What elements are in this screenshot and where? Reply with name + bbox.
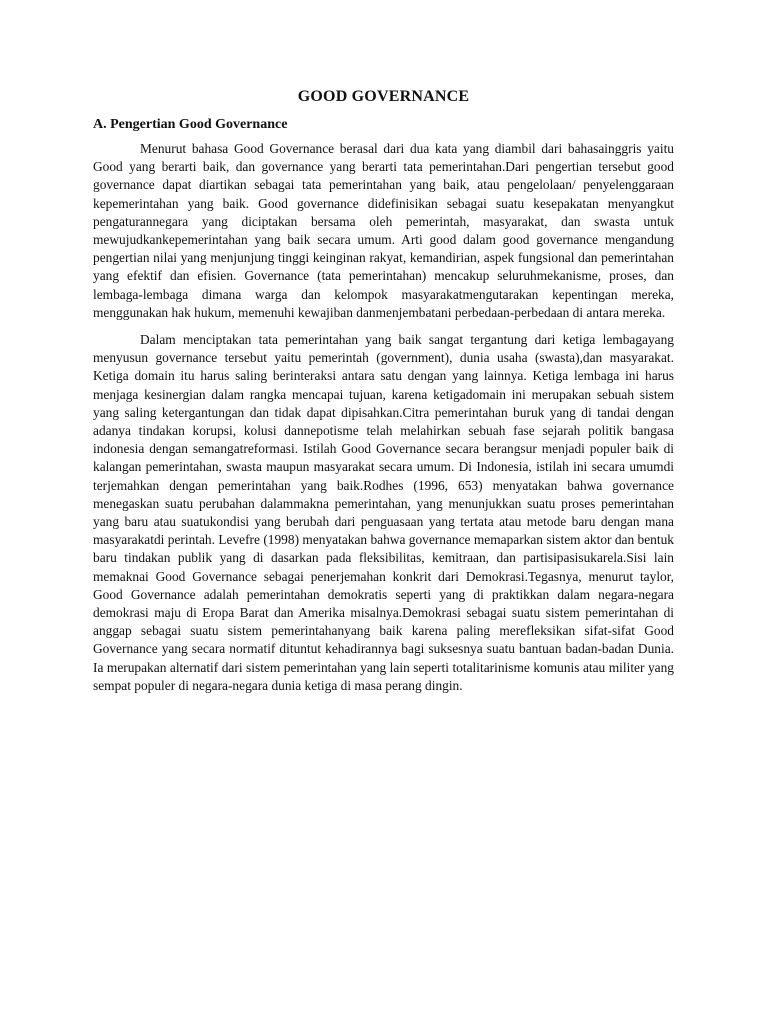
- document-content: [93, 86, 674, 704]
- section-heading: A. Pengertian Good Governance: [93, 117, 288, 132]
- document-title: GOOD GOVERNANCE: [297, 88, 470, 105]
- paragraph-1: Menurut bahasa Good Governance berasal dari dua kata yang diambil dari bahasainggris yaitu Good yang berarti baik, dan governance yang berarti tata pemerintahan.Dari pengertian tersebut good governance dapat diartikan sebagai tata pemerintahan yang baik, atau pengelolaan/ penyelenggaraan kepemerintahan yang baik. Good governance didefinisikan sebagai suatu kesepakatan menyangkut pengaturannegara yang diciptakan bersama oleh pemerintah, masyarakat, dan swasta untuk mewujudkankepemerintahan yang baik secara umum. Arti good dalam good governance mengandung pengertian nilai yang menjunjung tinggi keinginan rakyat, kemandirian, aspek fungsional dan pemerintahan yang efektif dan efisien. Governance (tata pemerintahan) mencakup seluruhmekanisme, proses, dan lembaga-lembaga dimana warga dan kelompok masyarakatmengutarakan kepentingan mereka, menggunakan hak hukum, memenuhi kewajiban danmenjembatani perbedaan-perbedaan di antara mereka.: [93, 141, 674, 320]
- paragraph-2: Dalam menciptakan tata pemerintahan yang baik sangat tergantung dari ketiga lembagayang menyusun governance tersebut yaitu pemerintah (government), dunia usaha (swasta),dan masyarakat. Ketiga domain itu harus saling berinteraksi antara satu dengan yang lainnya. Ketiga lembaga ini harus menjaga kesinergian dalam rangka mencapai tujuan, karena ketigadomain ini merupakan sebuah sistem yang saling ketergantungan dan tidak dapat dipisahkan.Citra pemerintahan buruk yang di tandai dengan adanya tindakan korupsi, kolusi dannepotisme telah melahirkan sebuah fase sejarah politik bangasa indonesia dengan semangatreformasi. Istilah Good Governance secara berangsur menjadi populer baik di kalangan pemerintahan, swasta maupun masyarakat secara umum. Di Indonesia, istilah ini secara umumdi terjemahkan dengan pemerintahan yang baik.Rodhes (1996, 653) menyatakan bahwa governance menegaskan suatu perubahan dalammakna pemerintahan, yang menunjukkan suatu proses pemerintahan yang baru atau suatukondisi yang berubah dari penguasaan yang tertata atau metode baru dengan mana masyarakatdi perintah. Levefre (1998) menyatakan bahwa governance memaparkan sistem aktor dan bentuk baru tindakan publik yang di dasarkan pada fleksibilitas, kemitraan, dan partisipasisukarela.Sisi lain memaknai Good Governance sebagai penerjemahan konkrit dari Demokrasi.Tegasnya, menurut taylor, Good Governance adalah pemerintahan demokratis seperti yang di praktikkan dalam negara-negara demokrasi maju di Eropa Barat dan Amerika misalnya.Demokrasi sebagai suatu sistem pemerintahan di anggap sebagai suatu sistem pemerintahanyang baik karena paling merefleksikan sifat-sifat Good Governance yang secara normatif dituntut kehadirannya bagi suksesnya suatu bantuan badan-badan Dunia. Ia merupakan alternatif dari sistem pemerintahan yang lain seperti totalitarinisme komunis atau militer yang sempat populer di negara-negara dunia ketiga di masa perang dingin.: [93, 332, 674, 693]
